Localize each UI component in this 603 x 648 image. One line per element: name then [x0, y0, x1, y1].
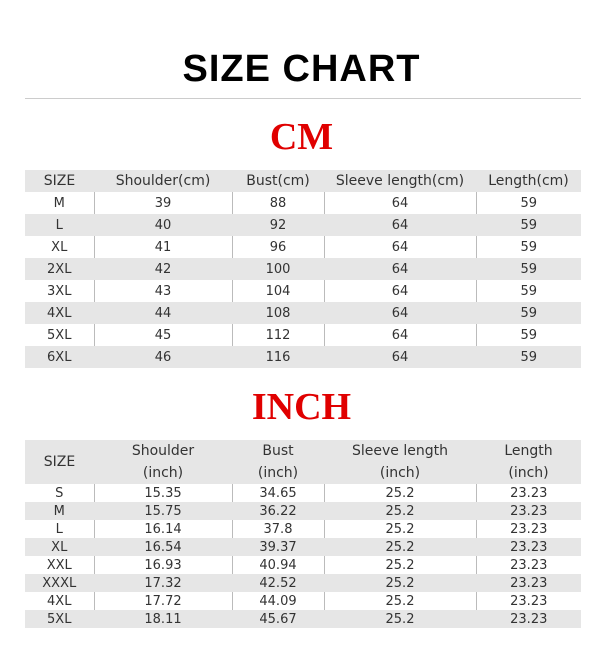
table-cell: 45.67	[232, 610, 324, 628]
column-header	[94, 440, 232, 484]
page-title: SIZE CHART	[182, 48, 421, 90]
column-header	[232, 440, 324, 484]
column-header-text: Shoulder	[131, 443, 195, 459]
table-cell: XL	[51, 239, 68, 255]
table-cell: 59	[476, 280, 581, 302]
table-row	[25, 302, 581, 324]
column-header-text: Shoulder(cm)	[115, 173, 211, 189]
table-row	[25, 538, 581, 556]
column-header-text: (inch)	[379, 465, 421, 481]
table-row	[25, 258, 581, 280]
table-cell: 88	[232, 192, 324, 214]
table-cell: 59	[476, 214, 581, 236]
header-row	[25, 170, 581, 192]
column-header-text: (inch)	[142, 465, 184, 481]
table-cell: 34.65	[232, 484, 324, 502]
table-cell: 23.23	[476, 610, 581, 628]
table-row	[25, 520, 581, 538]
table-cell: XL	[51, 539, 68, 555]
table-cell: 23.23	[476, 574, 581, 592]
table-row	[25, 484, 581, 502]
table-cell: 5XL	[47, 327, 72, 343]
table-cell: 37.8	[232, 520, 324, 538]
table-cell: M	[53, 503, 65, 519]
table-cell: 64	[324, 236, 476, 258]
table-row	[25, 236, 581, 258]
column-header-text: (inch)	[508, 465, 549, 481]
table-cell: 23.23	[476, 520, 581, 538]
table-cell: 25.2	[324, 484, 476, 502]
table-cell: 2XL	[47, 261, 72, 277]
table-cell: M	[53, 195, 65, 211]
table-cell: 46	[94, 346, 232, 368]
divider	[25, 98, 581, 99]
table-cell: 4XL	[47, 593, 72, 609]
table-cell: 112	[232, 324, 324, 346]
table-cell: 16.93	[94, 556, 232, 574]
column-header-text: Sleeve length	[352, 443, 448, 459]
table-cell: 23.23	[476, 538, 581, 556]
table-cell: 4XL	[47, 305, 72, 321]
table-cell: 43	[94, 280, 232, 302]
column-header-text: (inch)	[257, 465, 299, 481]
table-row	[25, 556, 581, 574]
column-header	[324, 170, 476, 192]
column-header-text: SIZE	[43, 454, 76, 470]
table-cell: 17.72	[94, 592, 232, 610]
table-cell: 59	[476, 258, 581, 280]
table-row	[25, 324, 581, 346]
table-cell: L	[55, 521, 63, 537]
table-cell: 59	[476, 236, 581, 258]
table-cell: 23.23	[476, 592, 581, 610]
table-cell: 6XL	[47, 349, 72, 365]
column-header-text: Sleeve length(cm)	[335, 173, 465, 189]
column-header-text: Bust	[262, 443, 294, 459]
inch-heading: INCH	[251, 386, 352, 428]
table-cell: 45	[94, 324, 232, 346]
table-cell: 116	[232, 346, 324, 368]
table-cell: 104	[232, 280, 324, 302]
table-row	[25, 502, 581, 520]
column-header-text: Length(cm)	[488, 173, 569, 189]
table-row	[25, 214, 581, 236]
column-header-text: Bust(cm)	[246, 173, 310, 189]
column-header-text: SIZE	[43, 173, 76, 189]
table-cell: 25.2	[324, 502, 476, 520]
table-cell: 25.2	[324, 538, 476, 556]
table-cell: 64	[324, 324, 476, 346]
cm-size-table	[25, 170, 581, 368]
table-cell: 15.75	[94, 502, 232, 520]
table-cell: XXXL	[42, 575, 77, 591]
table-cell: S	[55, 485, 64, 501]
table-cell: 16.14	[94, 520, 232, 538]
table-cell: 92	[232, 214, 324, 236]
column-header	[324, 440, 476, 484]
table-cell: 42.52	[232, 574, 324, 592]
table-row	[25, 610, 581, 628]
table-cell: 59	[476, 324, 581, 346]
column-header	[232, 170, 324, 192]
table-cell: 23.23	[476, 484, 581, 502]
table-cell: 25.2	[324, 520, 476, 538]
table-cell: 5XL	[47, 611, 72, 627]
table-row	[25, 574, 581, 592]
table-cell: 17.32	[94, 574, 232, 592]
table-row	[25, 592, 581, 610]
table-cell: L	[55, 217, 63, 233]
table-cell: 42	[94, 258, 232, 280]
column-header	[476, 170, 581, 192]
table-cell: 23.23	[476, 556, 581, 574]
table-cell: 39	[94, 192, 232, 214]
table-cell: 23.23	[476, 502, 581, 520]
table-cell: 25.2	[324, 610, 476, 628]
table-cell: 25.2	[324, 592, 476, 610]
column-header	[94, 170, 232, 192]
column-header	[476, 440, 581, 484]
table-cell: 15.35	[94, 484, 232, 502]
table-cell: 25.2	[324, 556, 476, 574]
table-cell: 44.09	[232, 592, 324, 610]
cm-heading: CM	[269, 116, 334, 158]
inch-size-table	[25, 440, 581, 628]
table-cell: 40	[94, 214, 232, 236]
table-cell: 64	[324, 280, 476, 302]
table-row	[25, 192, 581, 214]
column-header	[25, 440, 94, 484]
table-cell: 41	[94, 236, 232, 258]
table-cell: 36.22	[232, 502, 324, 520]
table-row	[25, 280, 581, 302]
table-cell: 25.2	[324, 574, 476, 592]
table-cell: 18.11	[94, 610, 232, 628]
table-cell: 39.37	[232, 538, 324, 556]
table-cell: 64	[324, 192, 476, 214]
table-cell: 108	[232, 302, 324, 324]
table-cell: 64	[324, 346, 476, 368]
table-cell: 59	[476, 192, 581, 214]
table-cell: 96	[232, 236, 324, 258]
table-cell: 64	[324, 258, 476, 280]
table-cell: 59	[476, 346, 581, 368]
table-cell: XXL	[46, 557, 72, 573]
table-cell: 64	[324, 302, 476, 324]
table-cell: 100	[232, 258, 324, 280]
column-header-text: Length	[504, 443, 553, 459]
table-cell: 64	[324, 214, 476, 236]
table-cell: 40.94	[232, 556, 324, 574]
column-header	[25, 170, 94, 192]
header-row	[25, 440, 581, 484]
table-row	[25, 346, 581, 368]
table-cell: 44	[94, 302, 232, 324]
table-cell: 16.54	[94, 538, 232, 556]
table-cell: 3XL	[47, 283, 72, 299]
table-cell: 59	[476, 302, 581, 324]
